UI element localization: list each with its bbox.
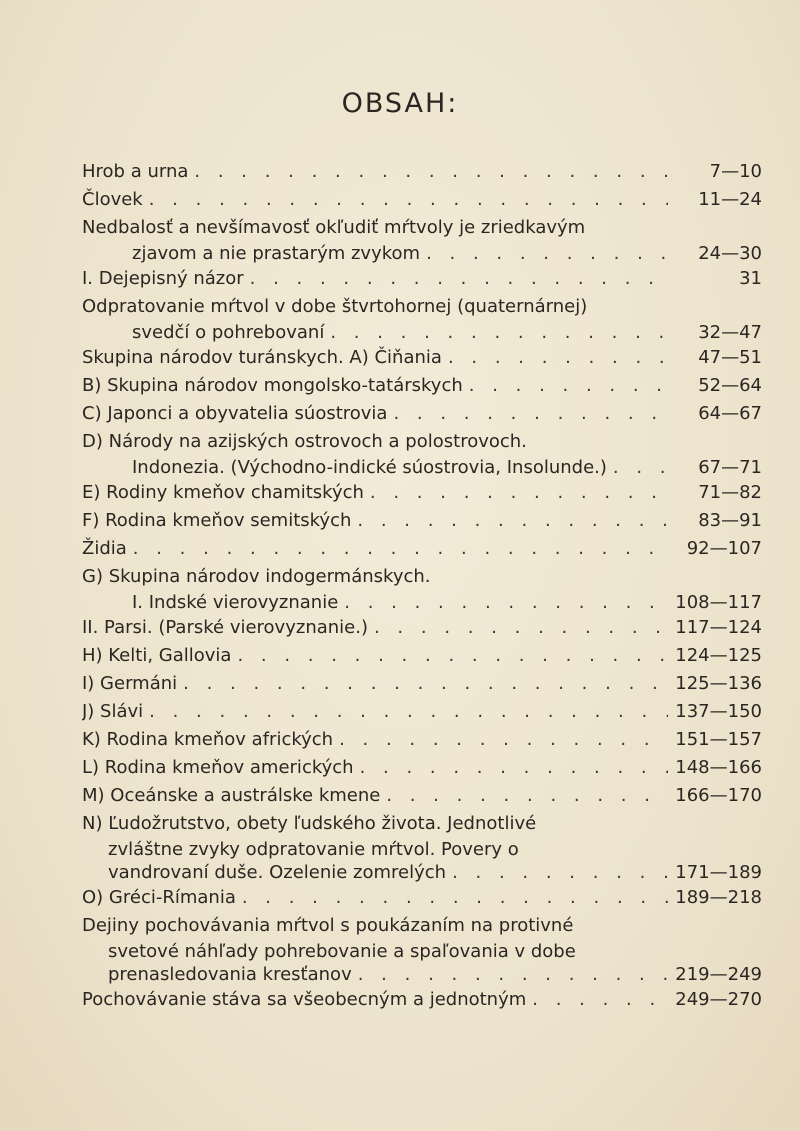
toc-entry-title: K) Rodina kmeňov afrických bbox=[82, 729, 334, 750]
toc-entry-title: C) Japonci a obyvatelia súostrovia bbox=[82, 403, 388, 424]
toc-page-range: 67—71 bbox=[698, 457, 762, 478]
toc-page-range: 148—166 bbox=[675, 757, 762, 778]
toc-entry-title: Dejiny pochovávania mŕtvol s poukázaním na protivné bbox=[82, 915, 574, 936]
toc-entry bbox=[82, 293, 762, 344]
toc-page-range: 24—30 bbox=[698, 243, 762, 264]
page-title: OBSAH: bbox=[341, 88, 459, 119]
toc-entry-title: I. Indské vierovyznanie bbox=[132, 592, 339, 613]
toc-entry-title: prenasledovania kresťanov bbox=[108, 964, 352, 985]
dot-leader bbox=[448, 344, 668, 372]
toc-entry bbox=[82, 912, 762, 986]
toc-page-range: 47—51 bbox=[698, 347, 762, 368]
toc-page-range: 11—24 bbox=[698, 189, 762, 210]
toc-entry bbox=[82, 642, 762, 670]
toc-entry-title: svedčí o pohrebovaní bbox=[132, 322, 325, 343]
dot-leader bbox=[370, 479, 668, 507]
dot-leader bbox=[237, 642, 668, 670]
dot-leader bbox=[242, 884, 668, 912]
toc-entry bbox=[82, 614, 762, 642]
dot-leader bbox=[133, 535, 668, 563]
toc-page-range: 219—249 bbox=[675, 964, 762, 985]
toc-entry-title: Pochovávanie stáva sa všeobecným a jednotným bbox=[82, 989, 527, 1010]
toc-entry bbox=[82, 428, 762, 479]
toc-page-range: 137—150 bbox=[675, 701, 762, 722]
toc-entry-title: zvláštne zvyky odpratovanie mŕtvol. Povery o bbox=[108, 839, 519, 860]
toc-entry-title: Nedbalosť a nevšímavosť okľudiť mŕtvoly je zriedkavým bbox=[82, 217, 586, 238]
dot-leader bbox=[360, 754, 668, 782]
toc-page-range: 32—47 bbox=[698, 322, 762, 343]
toc-page-range: 31 bbox=[739, 268, 762, 289]
toc-entry-title: vandrovaní duše. Ozelenie zomrelých bbox=[108, 862, 447, 883]
toc-page-range: 52—64 bbox=[698, 375, 762, 396]
dot-leader bbox=[194, 158, 668, 186]
dot-leader bbox=[344, 591, 668, 614]
toc-entry-title: J) Slávi bbox=[82, 701, 144, 722]
dot-leader bbox=[357, 507, 668, 535]
toc-entry-title: M) Oceánske a austrálske kmene bbox=[82, 785, 381, 806]
dot-leader bbox=[149, 186, 668, 214]
toc-entry bbox=[82, 158, 762, 186]
toc-entry bbox=[82, 782, 762, 810]
toc-entry bbox=[82, 754, 762, 782]
toc-entry-title: II. Parsi. (Parské vierovyznanie.) bbox=[82, 617, 368, 638]
dot-leader bbox=[374, 614, 668, 642]
dot-leader bbox=[393, 400, 668, 428]
toc-page-range: 249—270 bbox=[675, 989, 762, 1010]
toc-entry bbox=[82, 563, 762, 614]
toc-entry-title: I) Germáni bbox=[82, 673, 178, 694]
toc-entry bbox=[82, 507, 762, 535]
toc-entry-title: G) Skupina národov indogermánskych. bbox=[82, 566, 431, 587]
toc-page-range: 64—67 bbox=[698, 403, 762, 424]
toc-page-range: 71—82 bbox=[698, 482, 762, 503]
dot-leader bbox=[532, 986, 668, 1014]
toc-entry bbox=[82, 400, 762, 428]
toc-entry-title: Hrob a urna bbox=[82, 161, 189, 182]
toc-page-range: 166—170 bbox=[675, 785, 762, 806]
toc-page-range: 171—189 bbox=[675, 862, 762, 883]
toc-page-range: 117—124 bbox=[675, 617, 762, 638]
toc-entry-title: svetové náhľady pohrebovanie a spaľovania v dobe bbox=[108, 941, 576, 962]
toc-entry-title: zjavom a nie prastarým zvykom bbox=[132, 243, 421, 264]
toc-entry bbox=[82, 265, 762, 293]
toc-entry bbox=[82, 884, 762, 912]
dot-leader bbox=[183, 670, 668, 698]
toc-entry bbox=[82, 214, 762, 265]
toc-entry bbox=[82, 986, 762, 1014]
toc-entry-title: N) Ľudožrutstvo, obety ľudského života. Jednotlivé bbox=[82, 813, 537, 834]
toc-entry-title: B) Skupina národov mongolsko-tatárskych bbox=[82, 375, 463, 396]
dot-leader bbox=[386, 782, 668, 810]
toc-page-range: 189—218 bbox=[675, 887, 762, 908]
toc-page-range: 92—107 bbox=[686, 538, 762, 559]
toc-page-range: 108—117 bbox=[675, 592, 762, 613]
toc-entry bbox=[82, 344, 762, 372]
toc-entry-title: Človek bbox=[82, 189, 143, 210]
toc-entry bbox=[82, 670, 762, 698]
dot-leader bbox=[250, 265, 668, 293]
toc-entry-title: Židia bbox=[82, 538, 127, 559]
dot-leader bbox=[469, 372, 668, 400]
toc-entry bbox=[82, 535, 762, 563]
dot-leader bbox=[426, 242, 668, 265]
toc-page-range: 7—10 bbox=[709, 161, 762, 182]
dot-leader bbox=[452, 861, 668, 884]
dot-leader bbox=[149, 698, 668, 726]
toc-page-range: 83—91 bbox=[698, 510, 762, 531]
dot-leader bbox=[358, 963, 668, 986]
toc-entry-title: D) Národy na azijských ostrovoch a polostrovoch. bbox=[82, 431, 527, 452]
dot-leader bbox=[339, 726, 668, 754]
toc-entry-title: Odpratovanie mŕtvol v dobe štvrtohornej (quaternárnej) bbox=[82, 296, 588, 317]
toc-entry-title: E) Rodiny kmeňov chamitských bbox=[82, 482, 364, 503]
toc-entry-title: F) Rodina kmeňov semitských bbox=[82, 510, 352, 531]
toc-entry bbox=[82, 186, 762, 214]
toc-entry-title: L) Rodina kmeňov amerických bbox=[82, 757, 354, 778]
dot-leader bbox=[613, 456, 668, 479]
toc-entry-title: O) Gréci-Rímania bbox=[82, 887, 236, 908]
toc-entry bbox=[82, 372, 762, 400]
dot-leader bbox=[330, 321, 668, 344]
toc-entry bbox=[82, 810, 762, 884]
toc-entry-title: I. Dejepisný názor bbox=[82, 268, 244, 289]
table-of-contents bbox=[82, 158, 762, 1014]
toc-entry-title: Skupina národov turánskych. A) Čiňania bbox=[82, 347, 442, 368]
toc-entry-title: Indonezia. (Východno-indické súostrovia, Insolunde.) bbox=[132, 457, 607, 478]
toc-entry bbox=[82, 726, 762, 754]
toc-entry-title: H) Kelti, Gallovia bbox=[82, 645, 232, 666]
toc-page-range: 151—157 bbox=[675, 729, 762, 750]
toc-page-range: 125—136 bbox=[675, 673, 762, 694]
toc-entry bbox=[82, 479, 762, 507]
toc-page-range: 124—125 bbox=[675, 645, 762, 666]
toc-entry bbox=[82, 698, 762, 726]
